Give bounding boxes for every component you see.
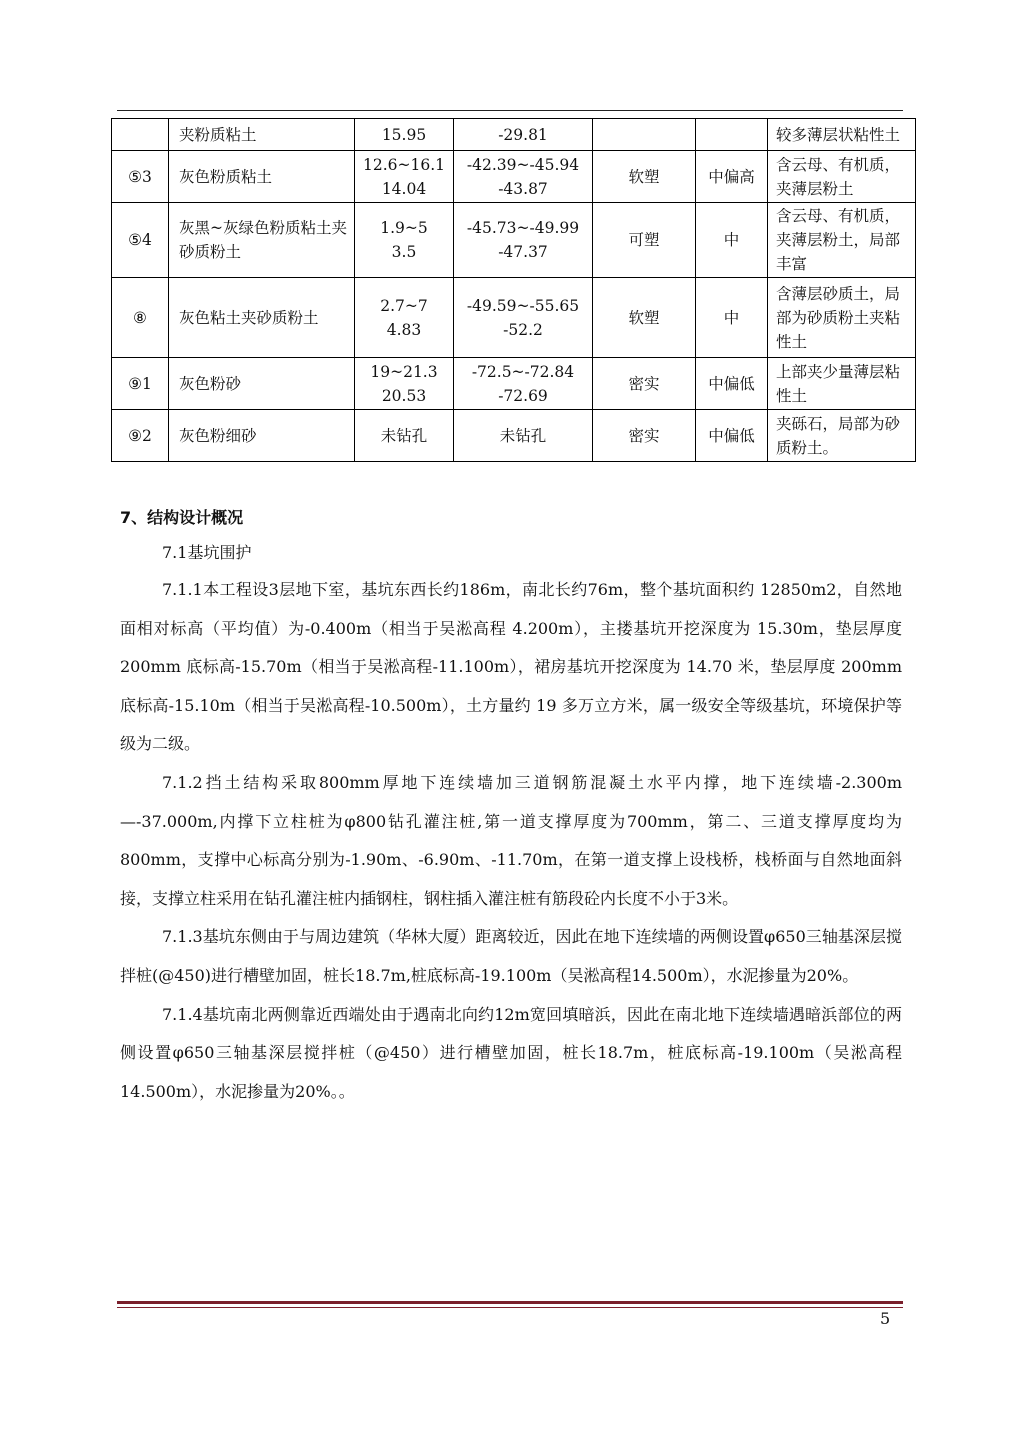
elevation-value: -52.2: [503, 320, 543, 339]
paragraph-7-1-2: 7.1.2挡土结构采取800mm厚地下连续墙加三道钢筋混凝土水平内撑，地下连续墙-2.300m—-37.000m,内撑下立柱桩为φ800钻孔灌注桩,第一道支撑厚度为700mm，第二、三道支撑厚度均为 800mm，支撑中心标高分别为-1.90m、-6.90m、-11.70m，在第一道支撑上设栈桥，栈桥面与自然地面斜接，支撑立柱采用在钻孔灌注桩内插钢柱，钢柱插入灌注桩有筋段砼内长度不小于3米。: [120, 772, 902, 908]
elevation-value: -72.5~-72.84: [471, 362, 575, 381]
elevation-value: -49.59~-55.65: [466, 296, 580, 315]
thickness-value: 12.6~16.1: [362, 155, 445, 174]
elevation-value: -72.69: [498, 386, 548, 405]
cell-compressibility: 中: [696, 203, 768, 278]
cell-description: 含云母、有机质，夹薄层粉土: [768, 151, 916, 203]
table-row: [112, 278, 916, 358]
cell-compressibility: 中偏低: [696, 410, 768, 462]
table-row: [112, 358, 916, 410]
cell-elevation: [454, 278, 593, 358]
elevation-value: -47.37: [498, 243, 548, 261]
cell-layer-no: ⑨1: [112, 358, 169, 410]
thickness-value: 19~21.3: [370, 362, 438, 381]
elevation-value: -42.39~-45.94: [466, 155, 580, 174]
cell-soil-name: 灰色粘土夹砂质粉土: [169, 278, 355, 358]
cell-state: 可塑: [593, 203, 696, 278]
cell-elevation: [454, 410, 593, 462]
cell-layer-no: ⑨2: [112, 410, 169, 462]
thickness-value: 4.83: [386, 320, 422, 339]
cell-layer-no: ⑤4: [112, 203, 169, 278]
main-content: [120, 503, 902, 1111]
cell-compressibility: 中偏高: [696, 151, 768, 203]
thickness-value: 1.9~5: [380, 219, 428, 237]
cell-elevation: [454, 358, 593, 410]
cell-thickness: [355, 203, 454, 278]
cell-description: 上部夹少量薄层粘性土: [768, 358, 916, 410]
thickness-value: 未钻孔: [380, 426, 428, 445]
cell-compressibility: 中: [696, 278, 768, 358]
cell-state: 密实: [593, 358, 696, 410]
cell-layer-no: ⑤3: [112, 151, 169, 203]
cell-soil-name: 灰色粉质粘土: [169, 151, 355, 203]
cell-thickness: [355, 119, 454, 151]
cell-state: 软塑: [593, 278, 696, 358]
elevation-value: -43.87: [498, 179, 548, 198]
cell-compressibility: [696, 119, 768, 151]
cell-thickness: [355, 278, 454, 358]
cell-soil-name: 灰黑~灰绿色粉质粘土夹砂质粉土: [169, 203, 355, 278]
thickness-value: 15.95: [381, 125, 427, 144]
footer-rule-thin: [117, 1307, 903, 1308]
paragraph-7-1-3: 7.1.3基坑东侧由于与周边建筑（华林大厦）距离较近，因此在地下连续墙的两侧设置φ650三轴基深层搅拌桩(@450)进行槽壁加固，桩长18.7m,桩底标高-19.100m（吴淞高程14.500m），水泥掺量为20%。: [120, 927, 902, 985]
table-row: [112, 151, 916, 203]
footer-rule-thick: [117, 1301, 903, 1304]
table-row: [112, 410, 916, 462]
cell-description: 夹砾石，局部为砂质粉土。: [768, 410, 916, 462]
thickness-value: 2.7~7: [380, 296, 428, 315]
thickness-value: 3.5: [391, 243, 417, 261]
cell-description: 含云母、有机质，夹薄层粉土，局部丰富: [768, 203, 916, 278]
cell-elevation: [454, 119, 593, 151]
cell-compressibility: 中偏低: [696, 358, 768, 410]
paragraph-7-1-1: 7.1.1本工程设3层地下室，基坑东西长约186m，南北长约76m，整个基坑面积约 12850m2，自然地面相对标高（平均值）为-0.400m（相当于吴淞高程 4.200m），主搂基坑开挖深度为 15.30m，垫层厚度 200mm 底标高-15.70m（相当于吴淞高程-11.100m），裙房基坑开挖深度为 14.70 米，垫层厚度 200mm 底标高-15.10m（相当于吴淞高程-10.500m），土方量约 19 多万立方米，属一级安全等级基坑，环境保护等级为二级。: [120, 580, 902, 754]
cell-state: [593, 119, 696, 151]
cell-state: 软塑: [593, 151, 696, 203]
elevation-value: -29.81: [498, 125, 548, 144]
elevation-value: 未钻孔: [499, 426, 547, 445]
cell-layer-no: ⑧: [112, 278, 169, 358]
cell-soil-name: 灰色粉砂: [169, 358, 355, 410]
thickness-value: 20.53: [381, 386, 427, 405]
cell-elevation: [454, 203, 593, 278]
soil-layer-table: [111, 118, 916, 462]
page-number: 5: [880, 1309, 891, 1328]
cell-description: 较多薄层状粘性土: [768, 119, 916, 151]
cell-layer-no: [112, 119, 169, 151]
paragraph-7-1-4: 7.1.4基坑南北两侧靠近西端处由于遇南北向约12m宽回填暗浜，因此在南北地下连续墙遇暗浜部位的两侧设置φ650三轴基深层搅拌桩（@450）进行槽壁加固，桩长18.7m，桩底标高-19.100m（吴淞高程14.500m），水泥掺量为20%。。: [120, 1004, 902, 1101]
cell-state: 密实: [593, 410, 696, 462]
cell-thickness: [355, 410, 454, 462]
cell-thickness: [355, 151, 454, 203]
cell-elevation: [454, 151, 593, 203]
table-row: [112, 203, 916, 278]
section-title: 7、结构设计概况: [120, 508, 244, 527]
table-row: [112, 119, 916, 151]
thickness-value: 14.04: [381, 179, 427, 198]
cell-thickness: [355, 358, 454, 410]
cell-soil-name: 夹粉质粘土: [169, 119, 355, 151]
header-rule: [117, 110, 903, 111]
subsection-title: 7.1基坑围护: [162, 543, 252, 562]
cell-description: 含薄层砂质土，局部为砂质粉土夹粘性土: [768, 278, 916, 358]
cell-soil-name: 灰色粉细砂: [169, 410, 355, 462]
elevation-value: -45.73~-49.99: [466, 219, 580, 237]
